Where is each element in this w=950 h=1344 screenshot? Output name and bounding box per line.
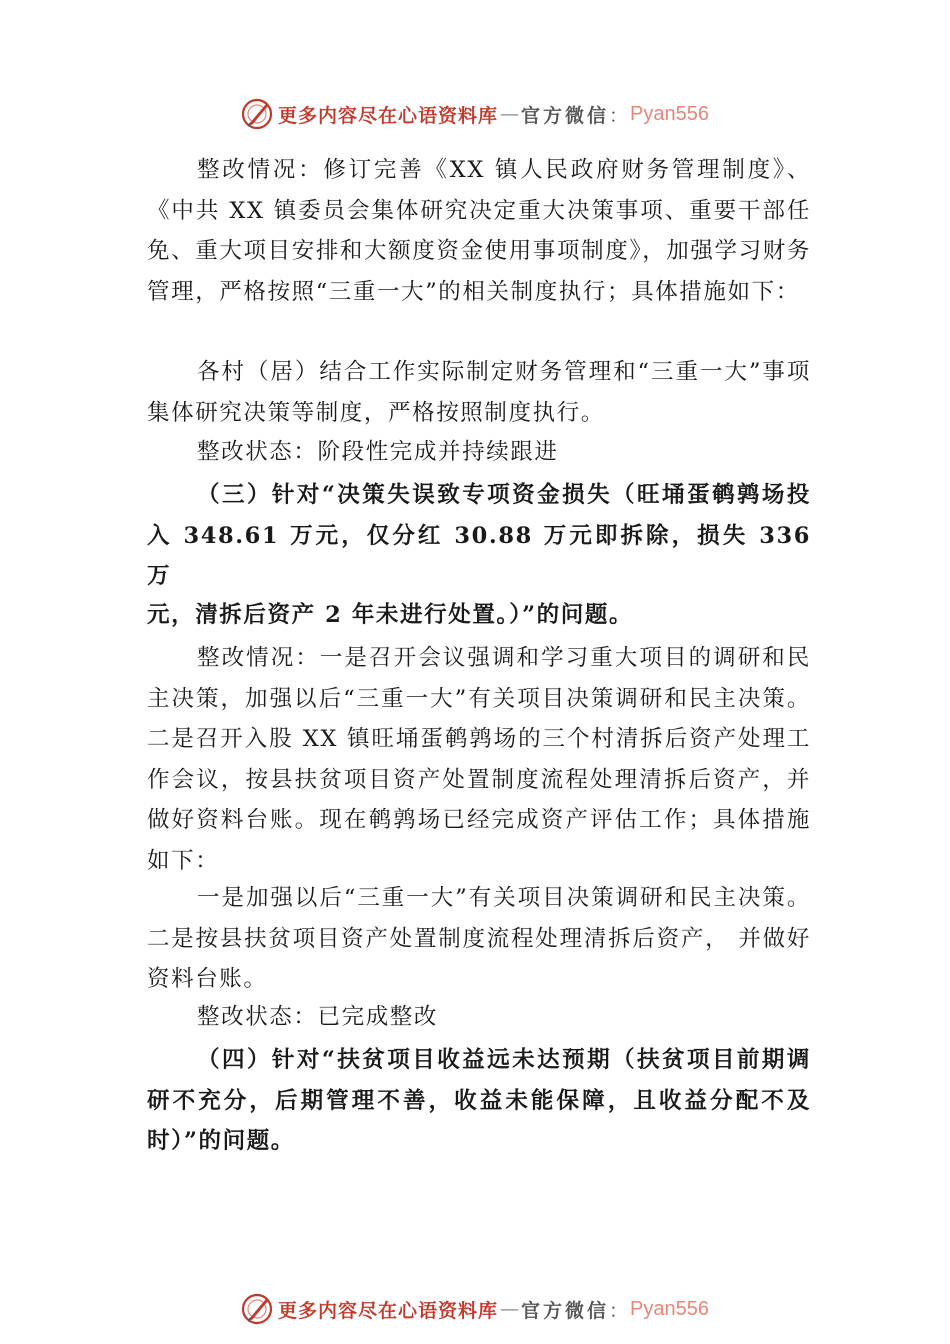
banner-separator: — <box>500 103 520 125</box>
banner-colon: ： <box>609 1299 629 1322</box>
paragraph-status-2: 整改状态：已完成整改 <box>197 1004 439 1030</box>
banner-wechat-id: Pyan556 <box>630 102 710 125</box>
banner-title: 更多内容尽在心语资料库 <box>278 1299 499 1322</box>
header-banner <box>240 96 709 132</box>
paragraph-measure-1: 各村（居）结合工作实际制定财务管理和“三重一大”事项集体研究决策等制度，严格按照制度执行。 <box>147 359 811 426</box>
banner-title: 更多内容尽在心语资料库 <box>278 104 499 127</box>
banner-colon: ： <box>609 104 629 127</box>
banner-wechat-label: 官方微信 <box>521 104 610 127</box>
banner-separator: — <box>500 1298 520 1320</box>
paragraph-rectification-1: 整改情况：修订完善《XX 镇人民政府财务管理制度》、《中共 XX 镇委员会集体研究决定重大决策事项、重要干部任免、重大项目安排和大额度资金使用事项制度》，加强学习财务管理，严格按照“三重一大”的相关制度执行；具体措施如下： <box>147 157 811 305</box>
banner-wechat-id: Pyan556 <box>630 1297 710 1320</box>
paragraph-measure-2: 一是加强以后“三重一大”有关项目决策调研和民主决策。二是按县扶贫项目资产处置制度流程处理清拆后资产， 并做好资料台账。 <box>147 885 811 992</box>
quill-logo-icon <box>240 1292 274 1326</box>
quill-logo-icon <box>240 97 274 131</box>
paragraph-issue-3: （三）针对“决策失误致专项资金损失（旺埇蛋鹌鹑场投入 348.61 万元，仅分红 30.88 万元即拆除，损失 336 万 <box>147 482 811 589</box>
banner-wechat-label: 官方微信 <box>521 1299 610 1322</box>
paragraph-issue-3-cont: 元，清拆后资产 2 年未进行处置。）”的问题。 <box>147 602 634 628</box>
paragraph-issue-4: （四）针对“扶贫项目收益远未达预期（扶贫项目前期调研不充分，后期管理不善，收益未能保障，且收益分配不及时）”的问题。 <box>147 1047 811 1154</box>
paragraph-status-1: 整改状态：阶段性完成并持续跟进 <box>197 439 559 465</box>
paragraph-rectification-2: 整改情况：一是召开会议强调和学习重大项目的调研和民主决策，加强以后“三重一大”有关项目决策调研和民主决策。二是召开入股 XX 镇旺埇蛋鹌鹑场的三个村清拆后资产处理工作会议，按县扶贫项目资产处置制度流程处理清拆后资产，并做好资料台账。现在鹌鹑场已经完成资产评估工作；具体措施如下： <box>147 645 811 874</box>
footer-banner <box>240 1291 709 1327</box>
